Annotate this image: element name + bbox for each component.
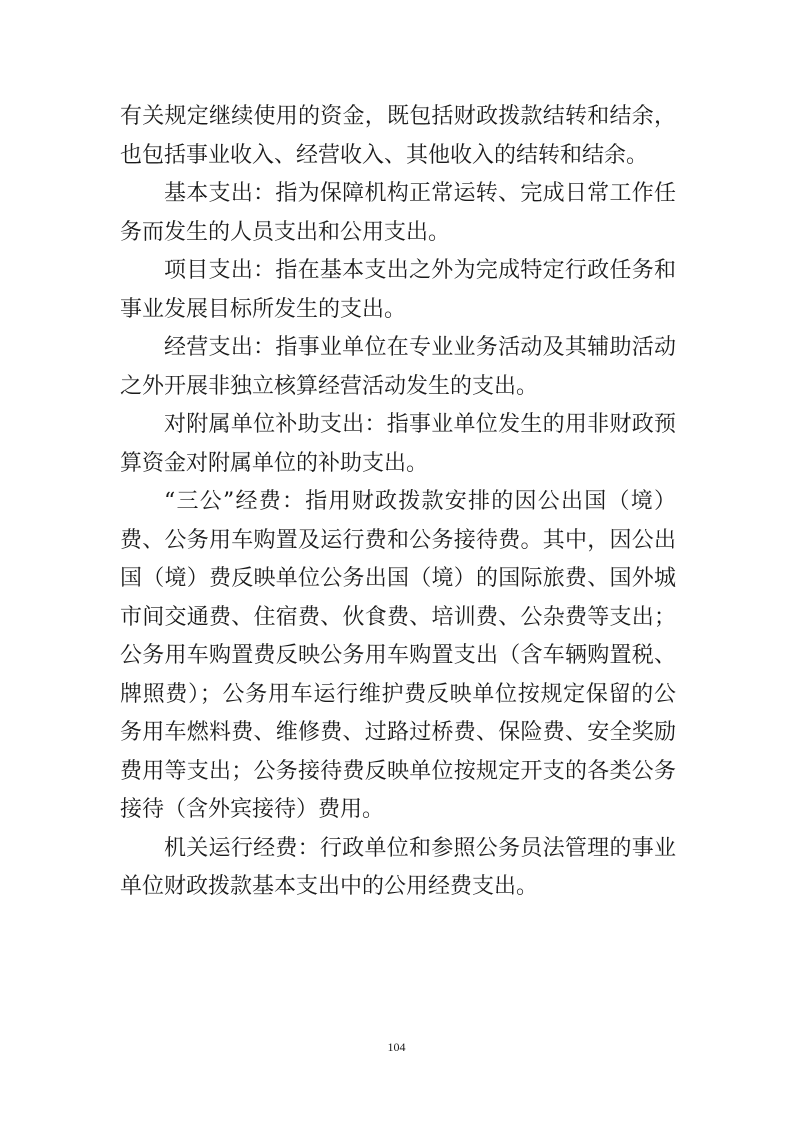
paragraph-three-public-expenses: “三公”经费：指用财政拨款安排的因公出国（境）费、公务用车购置及运行费和公务接待费。其中，因公出国（境）费反映单位公务出国（境）的国际旅费、国外城市间交通费、住宿费、伙食费、培训费、公杂费等支出；公务用车购置费反映公务用车购置支出（含车辆购置税、牌照费）；公务用车运行维护费反映单位按规定保留的公务用车燃料费、维修费、过路过桥费、保险费、安全奖励费用等支出；公务接待费反映单位按规定开支的各类公务接待（含外宾接待）费用。: [120, 489, 676, 822]
paragraph-agency-operating-funds: 机关运行经费：行政单位和参照公务员法管理的事业单位财政拨款基本支出中的公用经费支出。: [120, 835, 676, 899]
paragraph-project-expenditure: 项目支出：指在基本支出之外为完成特定行政任务和事业发展目标所发生的支出。: [120, 258, 676, 322]
page-number: 104: [387, 1040, 406, 1054]
paragraph-basic-expenditure: 基本支出：指为保障机构正常运转、完成日常工作任务而发生的人员支出和公用支出。: [120, 181, 676, 245]
paragraph-operating-expenditure: 经营支出：指事业单位在专业业务活动及其辅助活动之外开展非独立核算经营活动发生的支出。: [120, 335, 676, 399]
body-text: [120, 98, 676, 907]
paragraph-continuation: 有关规定继续使用的资金，既包括财政拨款结转和结余，也包括事业收入、经营收入、其他收入的结转和结余。: [120, 104, 676, 168]
paragraph-subsidiary-subsidy: 对附属单位补助支出：指事业单位发生的用非财政预算资金对附属单位的补助支出。: [120, 412, 676, 476]
